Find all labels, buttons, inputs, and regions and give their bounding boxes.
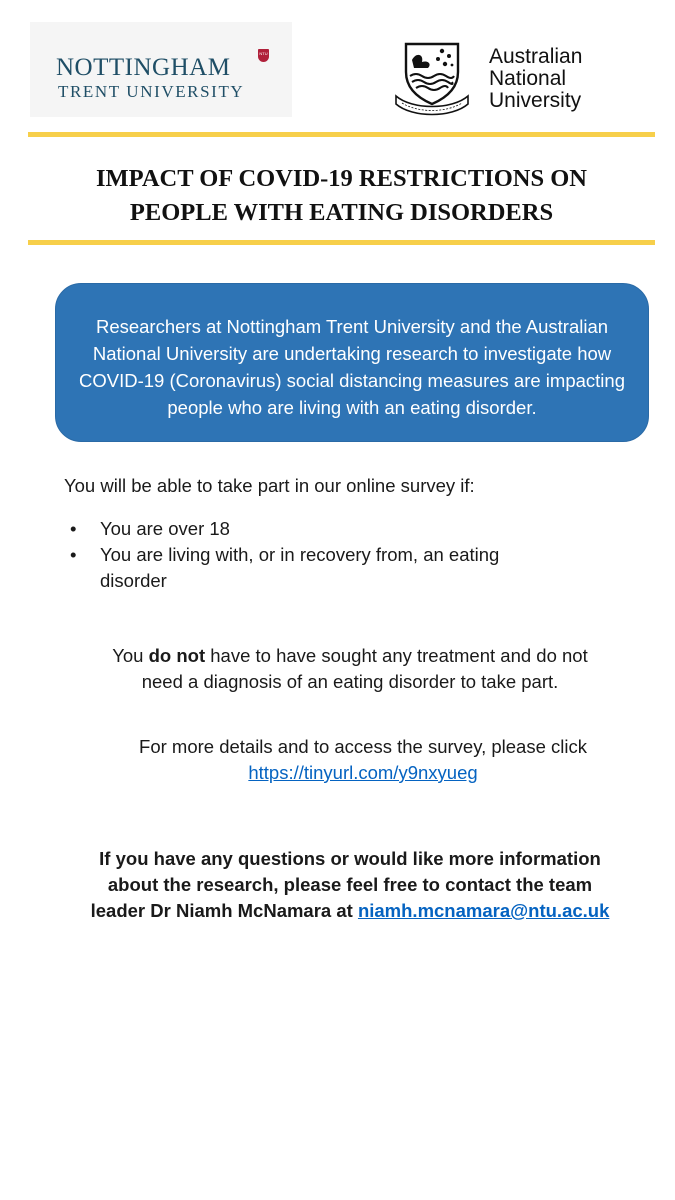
intro-line: people who are living with an eating disorder. — [167, 397, 537, 418]
intro-line: COVID-19 (Coronavirus) social distancing measures are impacting — [79, 370, 625, 391]
survey-link[interactable]: https://tinyurl.com/y9nxyueg — [248, 762, 478, 783]
treatment-emphasis: do not — [148, 645, 206, 666]
anu-logo — [392, 38, 600, 118]
ntu-logo — [30, 22, 292, 117]
intro-line: Researchers at Nottingham Trent University and the Australian — [95, 316, 609, 337]
eligibility-intro: You will be able to take part in our online survey if: — [64, 475, 475, 496]
bottom-divider — [28, 240, 655, 245]
anu-logo-line: University — [489, 89, 582, 112]
bullet-icon: • — [70, 544, 77, 565]
bullet-icon: • — [70, 518, 77, 539]
treatment-line — [30, 643, 670, 669]
contact-line-pre: leader Dr Niamh McNamara at — [90, 900, 358, 921]
ntu-shield-icon: NTU — [258, 49, 269, 62]
anu-logo-text — [489, 46, 582, 112]
treatment-line: need a diagnosis of an eating disorder to take part. — [141, 671, 559, 692]
eligibility-list — [70, 516, 499, 594]
treatment-post: have to have sought any treatment and do not — [205, 645, 588, 666]
anu-logo-line: Australian — [489, 45, 583, 68]
treatment-note — [30, 643, 670, 695]
list-item — [70, 516, 499, 542]
title-line: IMPACT OF COVID-19 RESTRICTIONS ON — [96, 165, 587, 192]
anu-logo-line: National — [489, 67, 567, 90]
survey-details — [30, 734, 675, 786]
list-item-text: You are living with, or in recovery from, an eating — [100, 544, 500, 565]
contact-line: about the research, please feel free to contact the team — [107, 874, 593, 895]
survey-details-text: For more details and to access the survey, please click — [139, 736, 587, 757]
list-item — [70, 542, 499, 594]
ntu-logo-name: NOTTINGHAM — [56, 54, 231, 81]
intro-box — [55, 283, 649, 442]
list-item-text: disorder — [100, 570, 167, 591]
contact-line — [20, 898, 675, 924]
contact-email-link[interactable]: niamh.mcnamara@ntu.ac.uk — [357, 900, 610, 921]
list-item-text: You are over 18 — [100, 518, 230, 539]
contact-line: If you have any questions or would like more information — [99, 848, 601, 869]
top-divider — [28, 132, 655, 137]
contact-info — [20, 846, 675, 924]
intro-line: National University are undertaking research to investigate how — [92, 343, 612, 364]
treatment-pre: You — [112, 645, 149, 666]
intro-box-text — [66, 313, 638, 421]
ntu-logo-subtitle: TRENT UNIVERSITY — [58, 82, 245, 101]
title-line: PEOPLE WITH EATING DISORDERS — [129, 199, 554, 226]
page-title — [28, 162, 655, 230]
anu-crest-icon — [392, 38, 472, 116]
